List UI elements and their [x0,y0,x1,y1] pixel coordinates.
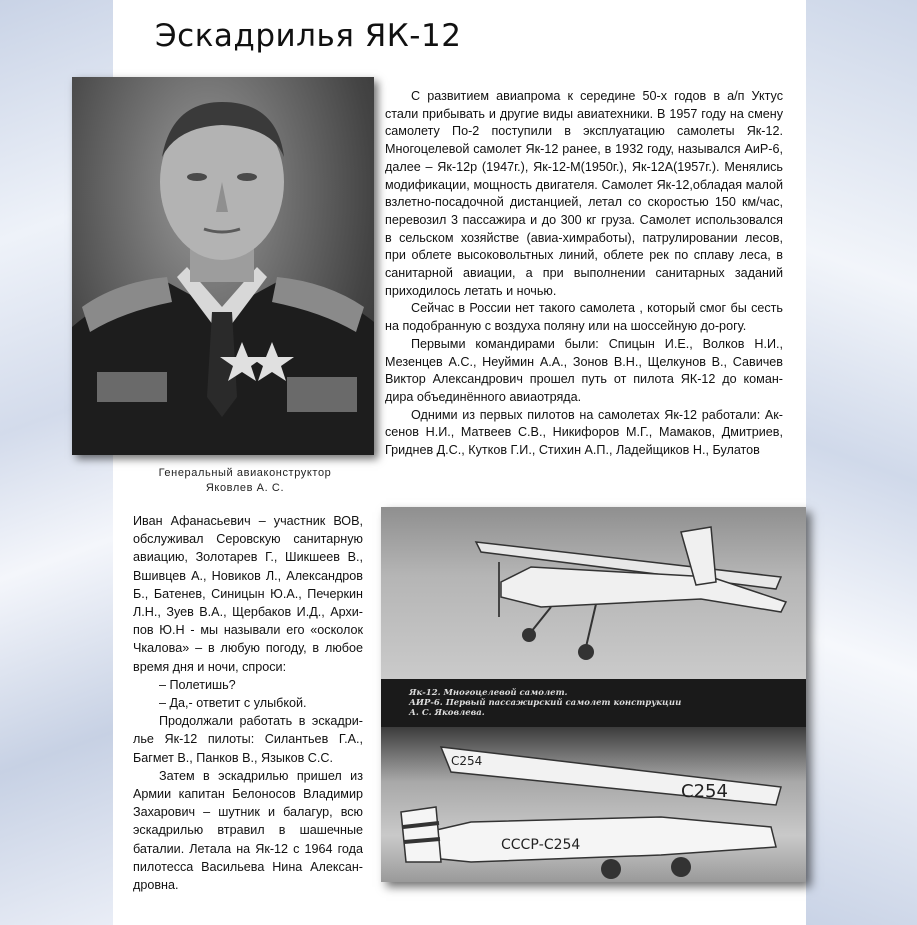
dialogue-line: – Полетишь? [159,677,236,692]
portrait-illustration [72,77,374,455]
dialogue-line: – Да,- ответит с улыбкой. [159,696,307,711]
wing-marking-left: С254 [451,754,483,768]
paragraph: Сейчас в России нет такого самолета , который смог бы сесть на подобранную с воздуха поляну или на шоссейную до-рогу. [385,301,783,334]
paragraph: Первыми командирами были: Спицын И.Е., Волков Н.И., Мезенцев А.С., Неуймин А.А., Зонов В.Н., Щелкунов В., Савичев Виктор Александрович прошел путь от пилота ЯК-12 до коман-дира объединённого авиаотряда. [385,336,783,404]
photo-caption [409,688,749,718]
caption-line: Яковлев А. С. [205,482,285,494]
right-background-panel [806,0,917,925]
aircraft-photo [381,507,806,882]
portrait-caption [120,466,370,496]
photo-caption-line: Як-12. Многоцелевой самолет. [409,688,568,698]
paragraph: С развитием авиапрома к середине 50-х годов в а/п Уктус стали прибывать и другие виды авиатехники. В 1957 году на смену самолету По-2 поступили в эксплуатацию самолеты Як-12. Многоцелевой самолет Як-12 ранее, в 1932 году, назывался АиР-6, далее – Як-12р (1947г.), Як-12-М(1950г.), Як-12А(1957г.). Менялись модификации, мощность двигателя. Самолет Як-12,обладая малой взлетно-посадочной дистанцией, летал со скоростью 150 км/час, перевозил 3 пассажира и до 300 кг груза. Самолет использовался в сельском хозяйстве (авиа-химработы), патрулировании лесов, при облете высоковольтных линий, облете рек по сплаву леса, в санитарной авиации, а при выполнении санитарных заданий приходилось летать и ночью. [385,89,783,298]
aircraft-photo-top [381,507,806,679]
right-text-column [385,88,783,460]
aircraft-photo-bottom [381,727,806,882]
fuselage-marking: СССР-С254 [501,837,581,853]
photo-caption-line: А. С. Яковлева. [409,708,485,718]
paragraph: Одними из первых пилотов на самолетах Як-12 работали: Ак-сенов Н.И., Матвеев С.В., Никифоров М.Г., Мамаков, Дмитриев, Гриднев Д.С., Кутков Г.И., Стихин А.П., Ладейщиков Н., Булатов [385,407,783,458]
photo-caption-line: АИР-6. Первый пассажирский самолет конструкции [409,698,682,708]
photo-caption-band [381,679,806,727]
caption-line: Генеральный авиаконструктор [158,467,332,479]
yak12-ground-illustration [381,727,806,882]
wing-marking: С254 [681,781,728,802]
paragraph: Затем в эскадрилью пришел из Армии капитан Белоносов Владимир Захарович – шутник и балагур, всю эскадрилью втравил в шашечные баталии. Летала на Як-12 с 1964 года пилотесса Васильева Нина Алексан-дровна. [133,768,363,893]
yak12-flying-illustration [381,507,806,679]
left-text-column [133,512,363,894]
paragraph: Иван Афанасьевич – участник ВОВ, обслуживал Серовскую санитарную авиацию, Золотарев Г., Шикшеев В., Вшивцев А., Новиков Л., Александров Б., Батенев, Синицын Ю.А., Печеркин Л.Н., Зуев В.А., Щербаков И.Д., Архи-пов Ю.Н - мы называли его «осколок Чкалова» – в любую погоду, в любое время дня и ночи, спроси: [133,514,363,674]
paragraph: Продолжали работать в эскадри-лье Як-12 пилоты: Силантьев Г.А., Багмет В., Панков В., Языков С.С. [133,714,363,765]
page-title: Эскадрилья ЯК-12 [155,18,462,54]
portrait-photo [72,77,374,455]
